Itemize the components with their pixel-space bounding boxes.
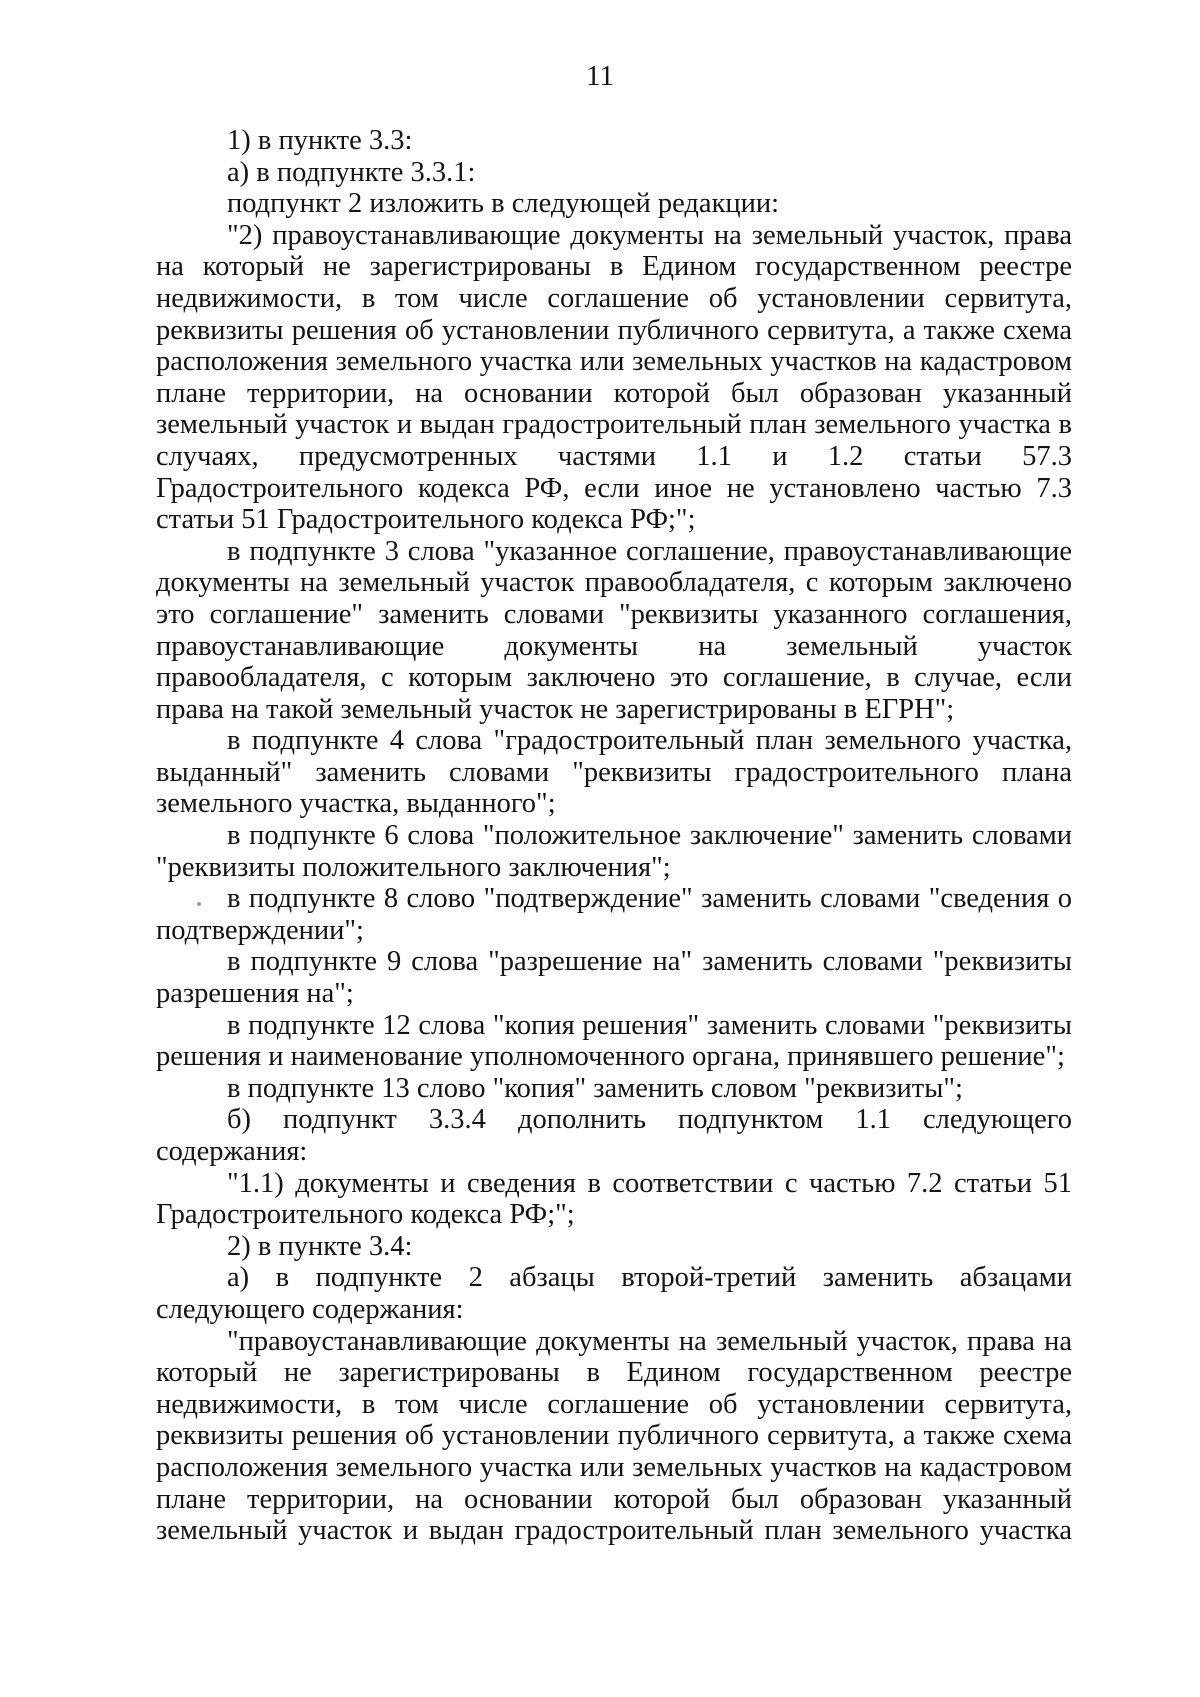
paragraph-new-wording-1-1: "1.1) документы и сведения в соответствии с частью 7.2 статьи 51 Градостроительного кодекса РФ;";	[156, 1167, 1072, 1231]
paragraph-subitem-b: б) подпункт 3.3.4 дополнить подпунктом 1.1 следующего содержания:	[156, 1104, 1072, 1167]
paragraph-subpoint-6: в подпункте 6 слова "положительное заключение" заменить словами "реквизиты положительного заключения";	[156, 820, 1072, 883]
paragraph-new-wording-2: "2) правоустанавливающие документы на земельный участок, права на который не зарегистрированы в Едином государственном реестре недвижимости, в том числе соглашение об установлении сервитута, реквизиты решения об установлении публичного сервитута, а также схема расположения земельного участка или земельных участков на кадастровом плане территории, на основании которой был образован указанный земельный участок и выдан градостроительный план земельного участка в случаях, предусмотренных частями 1.1 и 1.2 статьи 57.3 Градостроительного кодекса РФ, если иное не установлено частью 7.3 статьи 51 Градостроительного кодекса РФ;";	[156, 219, 1072, 536]
paragraph-subpoint-3: в подпункте 3 слова "указанное соглашение, правоустанавливающие документы на земельный участок правообладателя, с которым заключено это соглашение" заменить словами "реквизиты указанного соглашения, правоустанавливающие документы на земельный участок правообладателя, с которым заключено это соглашение, в случае, если права на такой земельный участок не зарегистрированы в ЕГРН";	[156, 535, 1072, 725]
paragraph-instruction: подпункт 2 изложить в следующей редакции:	[227, 188, 780, 220]
paragraph-item-2: 2) в пункте 3.4:	[227, 1230, 413, 1262]
paragraph-subpoint-12: в подпункте 12 слова "копия решения" заменить словами "реквизиты решения и наименование уполномоченного органа, принявшего решение";	[156, 1009, 1072, 1073]
paragraph-subpoint-4: в подпункте 4 слова "градостроительный план земельного участка, выданный" заменить словами "реквизиты градостроительного плана земельного участка, выданного";	[156, 725, 1072, 820]
paragraph-item-1: 1) в пункте 3.3:	[227, 125, 413, 156]
paragraph-subpoint-9: в подпункте 9 слова "разрешение на" заменить словами "реквизиты разрешения на";	[156, 946, 1072, 1010]
paragraph-subpoint-8: в подпункте 8 слово "подтверждение" заменить словами "сведения о подтверждении";	[156, 883, 1072, 946]
paragraph-new-wording-rights: "правоустанавливающие документы на земельный участок, права на который не зарегистрированы в Едином государственном реестре недвижимости, в том числе соглашение об установлении сервитута, реквизиты решения об установлении публичного сервитута, а также схема расположения земельного участка или земельных участков на кадастровом плане территории, на основании которой был образован указанный земельный участок и выдан градостроительный план земельного участка	[156, 1325, 1072, 1547]
page-number: 11	[586, 60, 614, 92]
paragraph-subitem-a-2: а) в подпункте 2 абзацы второй-третий заменить абзацами следующего содержания:	[156, 1262, 1072, 1325]
paragraph-subitem-a: а) в подпункте 3.3.1:	[227, 156, 476, 188]
document-body	[156, 125, 1072, 1547]
paragraph-subpoint-13: в подпункте 13 слово "копия" заменить словом "реквизиты";	[227, 1072, 963, 1104]
